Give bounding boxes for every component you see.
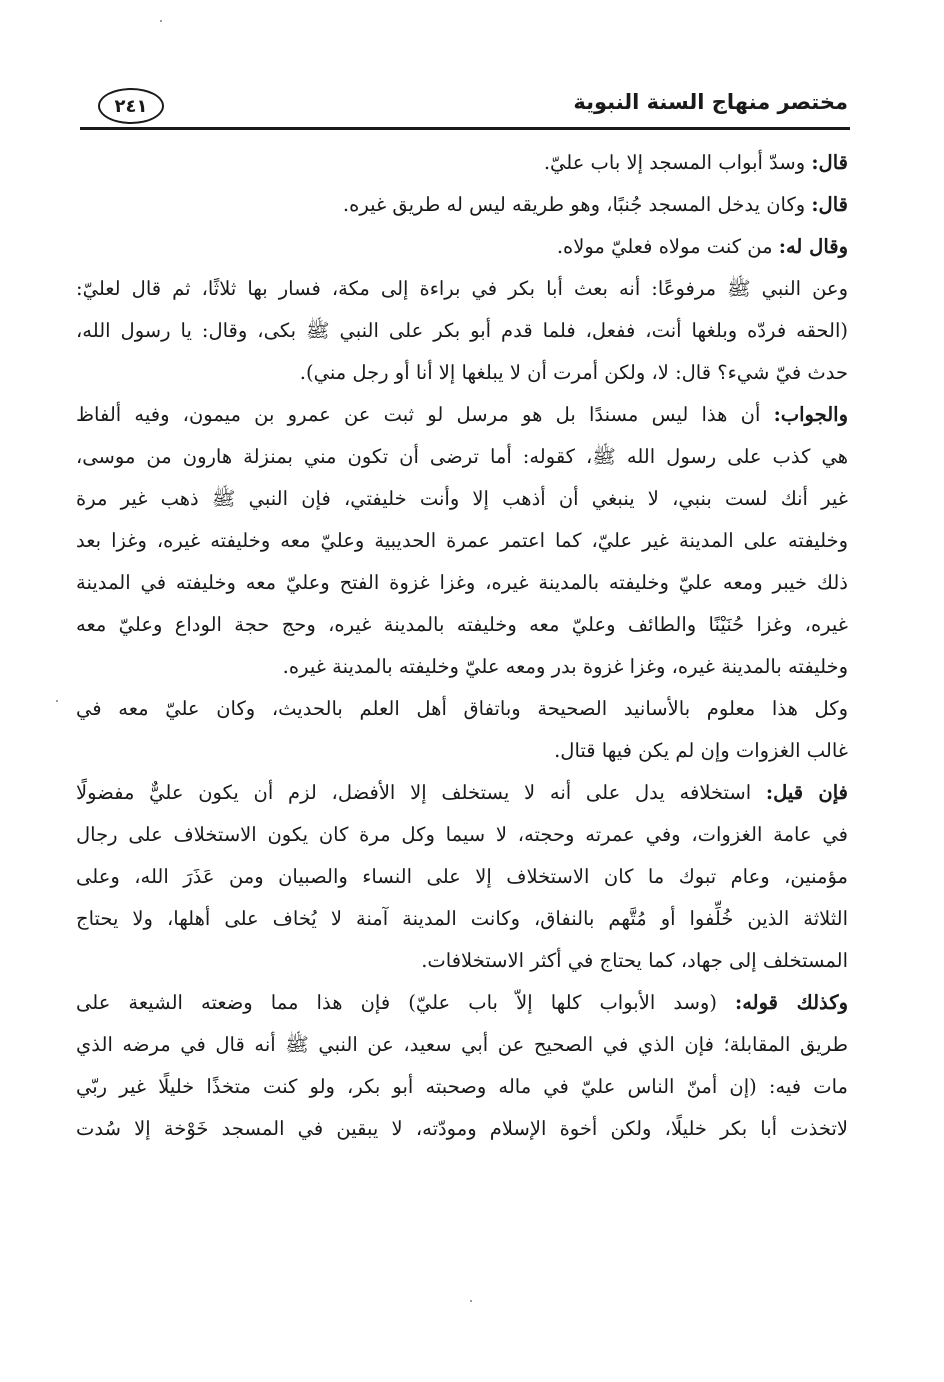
- text-line: [76, 184, 848, 226]
- line-label: قال:: [811, 151, 848, 174]
- line-text: استخلافه يدل على أنه لا يستخلف إلا الأفضل، لزم أن يكون عليٌّ مفضولًا: [76, 781, 766, 804]
- line-label: وكذلك قوله:: [735, 991, 848, 1014]
- line-text: مات فيه: (إن أمنّ الناس عليّ في ماله وصحبته أبو بكر، ولو كنت متخذًا خليلًا غير ربّي: [76, 1075, 848, 1098]
- text-line: [76, 1066, 848, 1108]
- line-text: وسدّ أبواب المسجد إلا باب عليّ.: [543, 151, 812, 174]
- line-text: (وسد الأبواب كلها إلاّ باب عليّ) فإن هذا مما وضعته الشيعة على: [76, 991, 736, 1014]
- line-text: أن هذا ليس مسندًا بل هو مرسل لو ثبت عن عمرو بن ميمون، وفيه ألفاظ: [76, 403, 774, 426]
- header-divider: [80, 127, 850, 130]
- text-line: [76, 1024, 848, 1066]
- text-line: [76, 226, 848, 268]
- text-line: [76, 1108, 848, 1150]
- text-line: [76, 310, 848, 352]
- line-text: غالب الغزوات وإن لم يكن فيها قتال.: [554, 739, 848, 762]
- line-label: والجواب:: [773, 403, 848, 426]
- book-title: مختصر منهاج السنة النبوية: [573, 90, 848, 114]
- text-line: [76, 142, 848, 184]
- scan-speck: [56, 700, 58, 702]
- line-text: لاتخذت أبا بكر خليلًا، ولكن أخوة الإسلام ومودّته، لا يبقين في المسجد خَوْخة إلا سُدت: [76, 1117, 848, 1140]
- text-line: [76, 394, 848, 436]
- line-text: مؤمنين، وعام تبوك ما كان الاستخلاف إلا على النساء والصبيان ومن عَذَرَ الله، وعلى: [76, 865, 848, 888]
- text-line: [76, 268, 848, 310]
- text-line: [76, 730, 848, 772]
- page-number-badge: ٢٤١: [98, 88, 164, 124]
- text-line: [76, 688, 848, 730]
- text-line: [76, 352, 848, 394]
- text-line: [76, 772, 848, 814]
- line-text: هي كذب على رسول الله ﷺ، كقوله: أما ترضى أن تكون مني بمنزلة هارون من موسى،: [76, 445, 848, 468]
- line-text: وعن النبي ﷺ مرفوعًا: أنه بعث أبا بكر في براءة إلى مكة، فسار بها ثلاثًا، ثم قال لعليّ:: [76, 277, 848, 300]
- line-text: غير أنك لست بنبي، لا ينبغي أن أذهب إلا وأنت خليفتي، فإن النبي ﷺ ذهب غير مرة: [76, 487, 848, 510]
- line-text: الثلاثة الذين خُلِّفوا أو مُتَّهم بالنفاق، وكانت المدينة آمنة لا يُخاف على أهلها، ولا يحتاج: [76, 907, 848, 930]
- scan-speck: [470, 1300, 472, 1302]
- line-text: المستخلف إلى جهاد، كما يحتاج في أكثر الاستخلافات.: [421, 949, 848, 972]
- line-label: وقال له:: [778, 235, 848, 258]
- line-text: (الحقه فردّه وبلغها أنت، ففعل، فلما قدم أبو بكر على النبي ﷺ بكى، وقال: يا رسول الله،: [76, 319, 848, 342]
- page-body: [76, 142, 848, 1150]
- text-line: [76, 436, 848, 478]
- text-line: [76, 940, 848, 982]
- text-line: [76, 520, 848, 562]
- line-text: غيره، وغزا حُنَيْنًا والطائف وعليّ معه وخليفته بالمدينة غيره، وحج حجة الوداع وعليّ معه: [76, 613, 848, 636]
- line-text: في عامة الغزوات، وفي عمرته وحجته، لا سيما وكل مرة كان يكون الاستخلاف على رجال: [76, 823, 848, 846]
- line-text: من كنت مولاه فعليّ مولاه.: [556, 235, 779, 258]
- line-text: حدث فيّ شيء؟ قال: لا، ولكن أمرت أن لا يبلغها إلا أنا أو رجل مني).: [299, 361, 848, 384]
- text-line: [76, 814, 848, 856]
- line-text: وكل هذا معلوم بالأسانيد الصحيحة وباتفاق أهل العلم بالحديث، وكان عليّ معه في: [76, 697, 848, 720]
- text-line: [76, 898, 848, 940]
- text-line: [76, 604, 848, 646]
- line-label: فإن قيل:: [765, 781, 848, 804]
- text-line: [76, 562, 848, 604]
- line-text: وخليفته بالمدينة غيره، وغزا غزوة بدر ومعه عليّ وخليفته بالمدينة غيره.: [282, 655, 848, 678]
- line-label: قال:: [811, 193, 848, 216]
- line-text: وخليفته على المدينة غير عليّ، كما اعتمر عمرة الحديبية وعليّ معه وخليفته غيره، وغزا بعد: [76, 529, 848, 552]
- scan-speck: [160, 20, 162, 22]
- running-header: [84, 88, 848, 128]
- line-text: ذلك خيبر ومعه عليّ وخليفته بالمدينة غيره، وغزا غزوة الفتح وعليّ معه وخليفته في المدينة: [76, 571, 848, 594]
- text-line: [76, 856, 848, 898]
- line-text: وكان يدخل المسجد جُنبًا، وهو طريقه ليس له طريق غيره.: [342, 193, 812, 216]
- text-line: [76, 646, 848, 688]
- text-line: [76, 982, 848, 1024]
- text-line: [76, 478, 848, 520]
- line-text: طريق المقابلة؛ فإن الذي في الصحيح عن أبي سعيد، عن النبي ﷺ أنه قال في مرضه الذي: [76, 1033, 848, 1056]
